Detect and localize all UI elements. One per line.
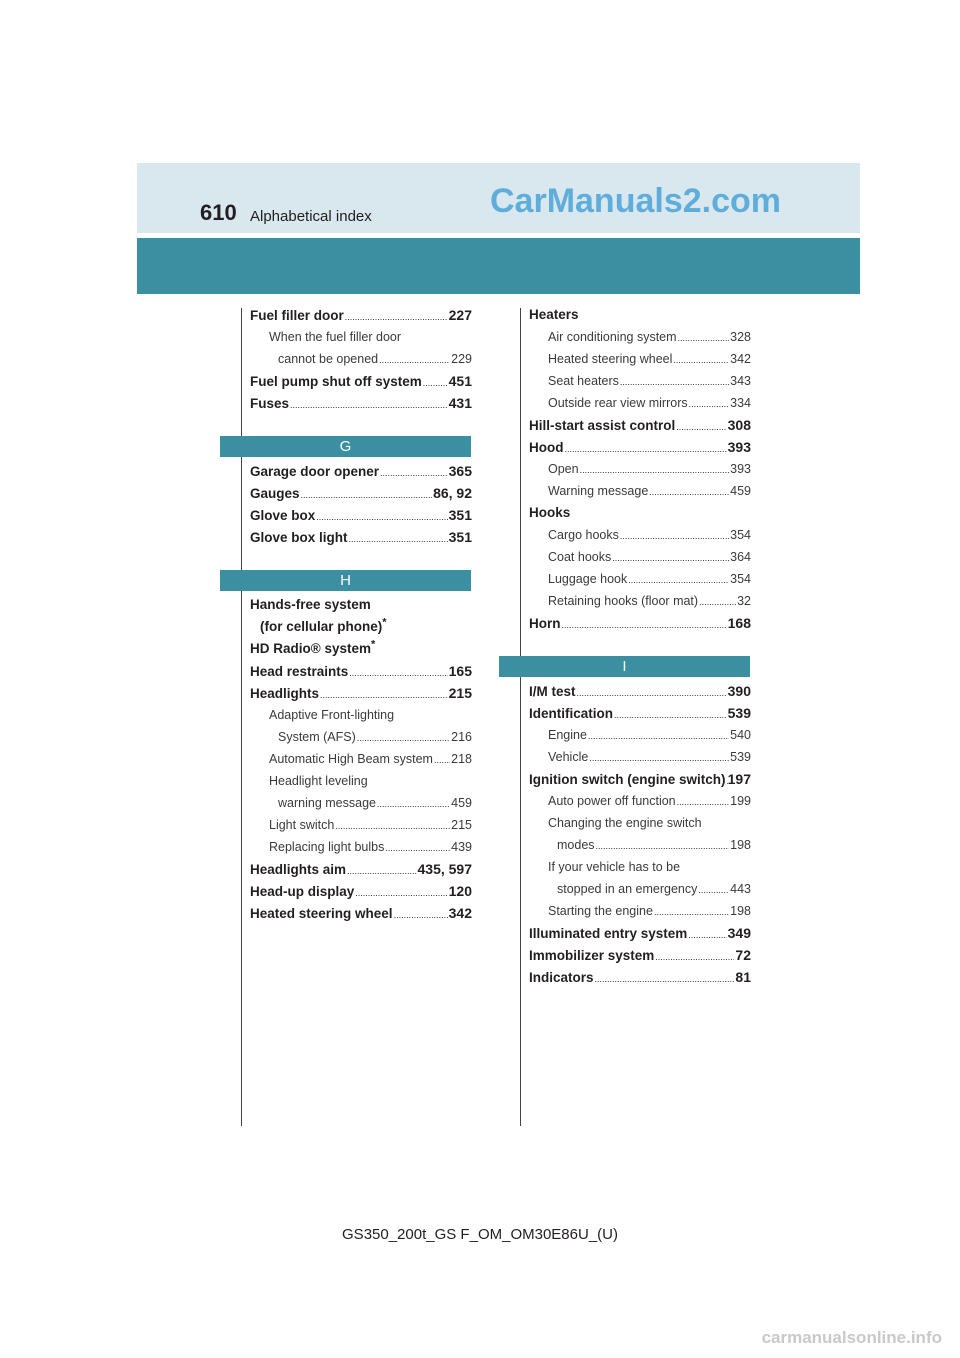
entry-label-text: warning message [278, 796, 376, 810]
index-entry-label [269, 814, 334, 836]
index-entry-label [269, 704, 394, 726]
index-entry[interactable] [529, 524, 751, 546]
index-page-reference[interactable]: 86, 92 [433, 485, 472, 501]
dot-leader [380, 462, 448, 484]
entry-label-text: (for cellular phone) [260, 619, 383, 634]
index-page-reference[interactable]: 342 [448, 905, 472, 921]
dot-leader [699, 591, 736, 613]
index-entry [529, 304, 751, 326]
index-entry-label [250, 393, 289, 415]
dot-leader [423, 372, 448, 394]
entry-label-text: Identification [529, 706, 613, 721]
dot-leader [614, 704, 727, 726]
index-page-reference[interactable]: 120 [448, 883, 472, 899]
index-entry [529, 856, 751, 878]
watermark-logo[interactable]: CarManuals2.com [490, 182, 781, 220]
index-page-reference[interactable]: 439 [451, 840, 472, 854]
index-entry[interactable] [250, 682, 472, 704]
index-entry-label [548, 856, 680, 878]
index-entry [529, 812, 751, 834]
dot-leader [290, 394, 448, 416]
dot-leader [347, 860, 416, 882]
index-entry-label [250, 505, 315, 527]
index-entry-label [529, 437, 564, 459]
dot-leader [655, 946, 734, 968]
entry-label-text: Glove box light [250, 530, 348, 545]
entry-label-text: Vehicle [548, 750, 589, 764]
index-page-reference[interactable]: 349 [727, 925, 751, 941]
entry-label-text: Auto power off function [548, 794, 676, 808]
index-entry[interactable] [250, 370, 472, 392]
index-entry-label [250, 305, 344, 327]
index-entry-label [529, 681, 576, 703]
entry-label-text: Light switch [269, 818, 335, 832]
index-entry-label [548, 568, 627, 590]
index-page-reference[interactable]: 216 [451, 730, 472, 744]
entry-label-text: Starting the engine [548, 904, 653, 918]
index-entry[interactable] [529, 458, 751, 480]
index-entry-label [250, 527, 348, 549]
index-spacer [250, 414, 472, 436]
index-entry-label [548, 812, 702, 834]
index-entry-label [250, 461, 379, 483]
index-entry[interactable] [250, 392, 472, 414]
dot-leader [628, 569, 729, 591]
index-entry [250, 594, 472, 616]
entry-label-text: Replacing light bulbs [269, 840, 385, 854]
index-letter-header: H [220, 570, 471, 591]
index-entry[interactable] [529, 590, 751, 612]
index-entry[interactable] [529, 702, 751, 724]
index-entry[interactable] [529, 922, 751, 944]
index-entry[interactable] [529, 724, 751, 746]
index-entry-label [548, 480, 648, 502]
index-entry-label [250, 661, 348, 683]
index-entry[interactable] [250, 880, 472, 902]
index-page-reference[interactable]: 539 [730, 750, 751, 764]
index-entry[interactable] [529, 370, 751, 392]
entry-label-text: cannot be opened [278, 352, 379, 366]
index-entry[interactable] [250, 792, 472, 814]
entry-label-text: Gauges [250, 486, 300, 501]
right-column-rule [520, 308, 521, 1126]
index-entry[interactable] [529, 480, 751, 502]
index-entry-label [278, 726, 356, 748]
index-entry[interactable] [250, 348, 472, 370]
index-page-reference[interactable]: 435, 597 [417, 861, 472, 877]
entry-label-text: Changing the engine switch [548, 816, 702, 830]
dot-leader [355, 882, 447, 904]
index-entry[interactable] [529, 348, 751, 370]
entry-label-text: Cargo hooks [548, 528, 619, 542]
entry-label-text: Heated steering wheel [548, 352, 673, 366]
index-entry[interactable] [250, 814, 472, 836]
index-page-reference[interactable]: 197 [727, 771, 751, 787]
entry-label-text: Headlights aim [250, 862, 347, 877]
index-entry-label [529, 769, 726, 791]
dot-leader [596, 835, 730, 857]
index-page-reference[interactable]: 227 [448, 307, 472, 323]
index-page-reference[interactable]: 199 [730, 794, 751, 808]
index-page-reference[interactable]: 351 [448, 529, 472, 545]
index-page-reference[interactable]: 364 [730, 550, 751, 564]
index-page-reference[interactable]: 215 [448, 685, 472, 701]
dot-leader [654, 901, 729, 923]
dot-leader [434, 749, 450, 771]
index-entry[interactable] [529, 746, 751, 768]
index-entry-label [250, 371, 422, 393]
index-entry[interactable] [529, 900, 751, 922]
index-entry [250, 638, 472, 660]
index-page-reference[interactable]: 354 [730, 528, 751, 542]
index-page-reference[interactable]: 72 [735, 947, 751, 963]
entry-label-text: System (AFS) [278, 730, 356, 744]
index-entry[interactable] [529, 414, 751, 436]
index-entry-label [269, 748, 433, 770]
index-page-reference[interactable]: 198 [730, 904, 751, 918]
dot-leader [620, 371, 729, 393]
index-entry-label [529, 923, 687, 945]
index-spacer [529, 634, 751, 656]
index-entry [250, 326, 472, 348]
index-page-reference[interactable]: 431 [448, 395, 472, 411]
dot-leader [595, 968, 735, 990]
index-page-reference[interactable]: 229 [451, 352, 472, 366]
entry-label-text: Luggage hook [548, 572, 628, 586]
index-page-reference[interactable]: 198 [730, 838, 751, 852]
dot-leader [377, 793, 450, 815]
entry-label-text: stopped in an emergency [557, 882, 698, 896]
index-page-reference[interactable]: 342 [730, 352, 751, 366]
entry-label-text: Immobilizer system [529, 948, 655, 963]
page-number: 610 [200, 200, 237, 225]
index-entry[interactable] [529, 768, 751, 790]
dot-leader [678, 327, 730, 349]
index-page-reference[interactable]: 343 [730, 374, 751, 388]
index-page-reference[interactable]: 459 [730, 484, 751, 498]
entry-label-text: Heaters [529, 307, 579, 322]
entry-label-text: Garage door opener [250, 464, 380, 479]
decorative-banner [137, 238, 860, 294]
entry-label-text: Glove box [250, 508, 316, 523]
right-index-column [529, 304, 751, 988]
dot-leader [345, 306, 448, 328]
dot-leader [565, 438, 727, 460]
index-page-reference[interactable]: 354 [730, 572, 751, 586]
dot-leader [320, 684, 448, 706]
index-entry-label [529, 967, 594, 989]
entry-label-text: modes [557, 838, 595, 852]
index-entry [250, 616, 472, 638]
dot-leader [588, 725, 729, 747]
index-entry[interactable] [529, 680, 751, 702]
entry-label-text: If your vehicle has to be [548, 860, 681, 874]
dot-leader [589, 747, 729, 769]
index-page-reference[interactable]: 459 [451, 796, 472, 810]
index-page-reference[interactable]: 328 [730, 330, 751, 344]
index-entry[interactable] [250, 504, 472, 526]
entry-label-text: Open [548, 462, 579, 476]
dot-leader [349, 528, 448, 550]
index-entry[interactable] [529, 392, 751, 414]
index-entry[interactable] [529, 944, 751, 966]
index-entry[interactable] [250, 526, 472, 548]
entry-label-text: Head-up display [250, 884, 355, 899]
index-entry-label [548, 900, 653, 922]
index-entry-label [529, 703, 613, 725]
index-entry[interactable] [250, 482, 472, 504]
left-column-rule [241, 308, 242, 1126]
entry-label-text: Retaining hooks (floor mat) [548, 594, 699, 608]
footnote-star: * [370, 638, 376, 651]
entry-label-text: Fuel pump shut off system [250, 374, 422, 389]
index-entry-label [548, 348, 672, 370]
index-page-reference[interactable]: 390 [727, 683, 751, 699]
entry-label-text: Air conditioning system [548, 330, 677, 344]
index-entry-label [278, 792, 376, 814]
index-entry-label [548, 790, 676, 812]
index-entry-label [548, 524, 619, 546]
index-entry[interactable] [529, 878, 751, 900]
index-entry[interactable] [529, 966, 751, 988]
index-spacer [250, 548, 472, 570]
index-entry[interactable] [250, 902, 472, 924]
entry-label-text: Heated steering wheel [250, 906, 393, 921]
entry-label-text: Engine [548, 728, 587, 742]
index-entry-label [548, 546, 611, 568]
dot-leader [688, 924, 726, 946]
index-entry-label [269, 836, 384, 858]
index-entry-label [557, 878, 697, 900]
dot-leader [698, 879, 729, 901]
index-page-reference[interactable]: 308 [727, 417, 751, 433]
footnote-star: * [382, 616, 387, 629]
dot-leader [379, 349, 450, 371]
entry-label-text: Coat hooks [548, 550, 612, 564]
entry-label-text: Head restraints [250, 664, 349, 679]
dot-leader [649, 481, 729, 503]
footer-model-code: GS350_200t_GS F_OM_OM30E86U_(U) [342, 1226, 618, 1243]
dot-leader [385, 837, 450, 859]
dot-leader [676, 416, 726, 438]
index-entry-label [269, 326, 401, 348]
entry-label-text: When the fuel filler door [269, 330, 402, 344]
index-entry-label [548, 370, 619, 392]
entry-label-text: HD Radio® system [250, 641, 371, 656]
entry-label-text: I/M test [529, 684, 576, 699]
index-entry-label [548, 746, 588, 768]
index-letter-header: G [220, 436, 471, 457]
index-entry-label [250, 594, 371, 616]
dot-leader [562, 614, 727, 636]
index-entry[interactable] [529, 612, 751, 634]
index-page-reference[interactable]: 218 [451, 752, 472, 766]
index-entry[interactable] [529, 790, 751, 812]
dot-leader [357, 727, 450, 749]
dot-leader [316, 506, 447, 528]
index-entry[interactable] [250, 748, 472, 770]
index-page-reference[interactable]: 393 [727, 439, 751, 455]
index-entry-label [260, 616, 387, 638]
entry-label-text: Headlight leveling [269, 774, 368, 788]
index-page-reference[interactable]: 540 [730, 728, 751, 742]
index-entry[interactable] [250, 460, 472, 482]
entry-label-text: Hill-start assist control [529, 418, 676, 433]
index-page-reference[interactable]: 443 [730, 882, 751, 896]
entry-label-text: Seat heaters [548, 374, 619, 388]
index-entry-label [548, 458, 579, 480]
index-entry [529, 502, 751, 524]
index-entry[interactable] [529, 546, 751, 568]
entry-label-text: Fuses [250, 396, 290, 411]
dot-leader [301, 484, 433, 506]
index-entry-label [529, 502, 570, 524]
index-entry-label [548, 392, 688, 414]
index-entry-label [529, 415, 675, 437]
entry-label-text: Hooks [529, 505, 571, 520]
index-page-reference[interactable]: 351 [448, 507, 472, 523]
index-entry-label [548, 326, 677, 348]
index-entry[interactable] [250, 660, 472, 682]
entry-label-text: Illuminated entry system [529, 926, 688, 941]
index-entry-label [269, 770, 368, 792]
dot-leader [620, 525, 729, 547]
index-entry-label [250, 638, 375, 660]
index-entry-label [548, 724, 587, 746]
index-entry[interactable] [250, 726, 472, 748]
index-entry[interactable] [250, 836, 472, 858]
entry-label-text: Fuel filler door [250, 308, 344, 323]
index-entry-label [250, 881, 354, 903]
entry-label-text: Hands-free system [250, 597, 371, 612]
index-page-reference[interactable]: 365 [448, 463, 472, 479]
entry-label-text: Hood [529, 440, 564, 455]
entry-label-text: Warning message [548, 484, 649, 498]
index-entry[interactable] [529, 436, 751, 458]
entry-label-text: Automatic High Beam system [269, 752, 433, 766]
index-page-reference[interactable]: 81 [735, 969, 751, 985]
index-entry[interactable] [250, 304, 472, 326]
index-entry-label [529, 945, 654, 967]
index-entry-label [250, 859, 346, 881]
dot-leader [612, 547, 729, 569]
index-page-reference[interactable]: 215 [451, 818, 472, 832]
index-entry[interactable] [529, 326, 751, 348]
index-page-reference[interactable]: 334 [730, 396, 751, 410]
index-page-reference[interactable]: 539 [727, 705, 751, 721]
index-entry-label [278, 348, 378, 370]
index-entry-label [250, 483, 300, 505]
dot-leader [335, 815, 450, 837]
index-entry[interactable] [250, 858, 472, 880]
index-page-reference[interactable]: 451 [448, 373, 472, 389]
index-entry-label [529, 304, 579, 326]
dot-leader [689, 393, 730, 415]
index-entry-label [529, 613, 561, 635]
left-index-column [250, 304, 472, 924]
entry-label-text: Adaptive Front-lighting [269, 708, 395, 722]
dot-leader [677, 791, 730, 813]
index-entry-label [548, 590, 698, 612]
index-page-reference[interactable]: 393 [730, 462, 751, 476]
index-page-reference[interactable]: 32 [737, 594, 751, 608]
dot-leader [580, 459, 730, 481]
section-title: Alphabetical index [250, 208, 372, 225]
dot-leader [577, 682, 727, 704]
index-entry [250, 704, 472, 726]
index-entry-label [250, 683, 319, 705]
entry-label-text: Ignition switch (engine switch) [529, 772, 726, 787]
index-entry[interactable] [529, 834, 751, 856]
index-entry-label [557, 834, 595, 856]
index-page-reference[interactable]: 168 [727, 615, 751, 631]
index-entry[interactable] [529, 568, 751, 590]
dot-leader [673, 349, 729, 371]
index-entry [250, 770, 472, 792]
entry-label-text: Headlights [250, 686, 320, 701]
footer-watermark[interactable]: carmanualsonline.info [761, 1328, 942, 1347]
index-entry-label [250, 903, 393, 925]
entry-label-text: Indicators [529, 970, 594, 985]
dot-leader [349, 662, 447, 684]
index-letter-header: I [499, 656, 750, 677]
entry-label-text: Horn [529, 616, 561, 631]
index-page-reference[interactable]: 165 [448, 663, 472, 679]
dot-leader [394, 904, 448, 926]
entry-label-text: Outside rear view mirrors [548, 396, 688, 410]
